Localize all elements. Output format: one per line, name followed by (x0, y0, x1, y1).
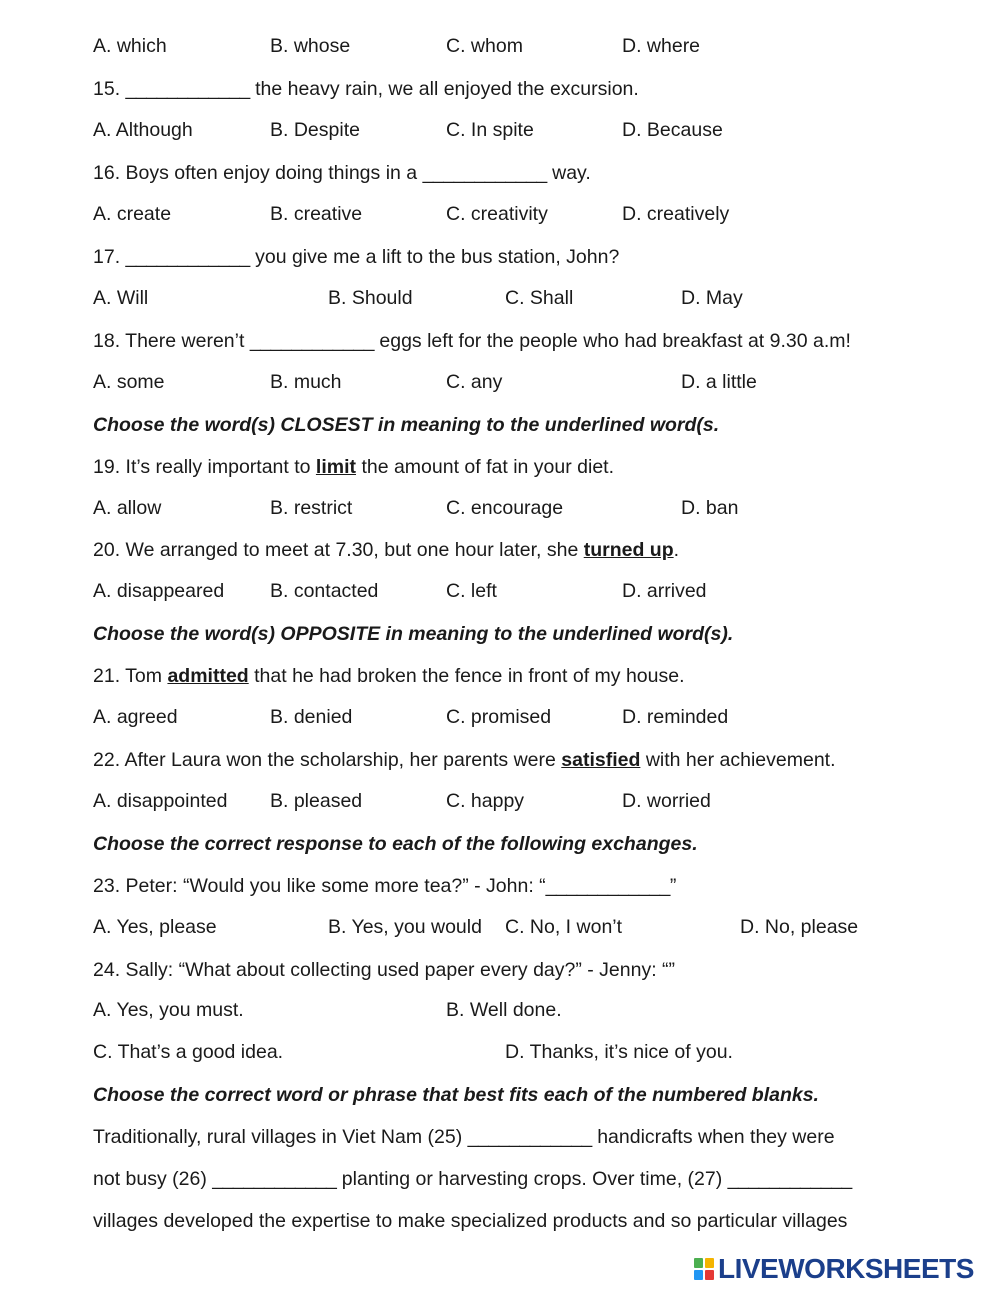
blank-26: ____________ (212, 1168, 337, 1190)
passage-text: planting or harvesting crops. Over time, (27) (341, 1168, 723, 1190)
q21-option-a: A. agreed (93, 706, 178, 728)
q19-text-pre: 19. It’s really important to (93, 456, 311, 478)
q23-option-b: B. Yes, you would (328, 916, 482, 938)
q16-text-post: way. (552, 162, 591, 184)
q18-option-c: C. any (446, 371, 503, 393)
q13-option-b: B. whose (270, 35, 351, 57)
q23-option-c: C. No, I won’t (505, 916, 623, 938)
instruction-blanks: Choose the correct word or phrase that best fits each of the numbered blanks. (93, 1084, 819, 1106)
q15-option-c: C. In spite (446, 119, 534, 141)
q15-number: 15. (93, 78, 121, 100)
q17-option-c: C. Shall (505, 287, 574, 309)
passage-line-1 (93, 1125, 835, 1149)
passage-text: not busy (26) (93, 1168, 207, 1190)
question-21 (93, 664, 685, 688)
blank-25: ____________ (467, 1126, 592, 1148)
q16-option-d: D. creatively (622, 203, 730, 225)
blank-27: ____________ (727, 1168, 852, 1190)
q16-text-pre: 16. Boys often enjoy doing things in a (93, 162, 418, 184)
q22-option-c: C. happy (446, 790, 525, 812)
q21-option-b: B. denied (270, 706, 353, 728)
q18-text-pre: 18. There weren’t (93, 330, 245, 352)
q21-option-d: D. reminded (622, 706, 729, 728)
q15-option-b: B. Despite (270, 119, 360, 141)
q21-text-post: that he had broken the fence in front of my house. (254, 665, 685, 687)
q21-text-pre: 21. Tom (93, 665, 163, 687)
q22-underlined-word: satisfied (561, 749, 641, 771)
question-17 (93, 245, 619, 269)
logo-square-3 (694, 1270, 703, 1280)
q15-option-a: A. Although (93, 119, 193, 141)
q22-text-pre: 22. After Laura won the scholarship, her parents were (93, 749, 556, 771)
q22-text-post: with her achievement. (645, 749, 836, 771)
q15-blank: ____________ (125, 78, 250, 100)
q21-option-c: C. promised (446, 706, 552, 728)
question-18 (93, 329, 851, 353)
q20-option-d: D. arrived (622, 580, 707, 602)
q23-text-post: ” (669, 875, 677, 897)
q19-option-c: C. encourage (446, 497, 564, 519)
passage-text: Traditionally, rural villages in Viet Nam (25) (93, 1126, 463, 1148)
q17-number: 17. (93, 246, 121, 268)
question-16 (93, 161, 591, 185)
q23-option-a: A. Yes, please (93, 916, 217, 938)
q24-option-d: D. Thanks, it’s nice of you. (505, 1041, 733, 1063)
instruction-opposite: Choose the word(s) OPPOSITE in meaning to the underlined word(s). (93, 623, 734, 645)
q20-option-c: C. left (446, 580, 497, 602)
q24-option-c: C. That’s a good idea. (93, 1041, 284, 1063)
q20-text-post: . (673, 539, 680, 561)
q24-option-a: A. Yes, you must. (93, 999, 244, 1021)
q16-option-a: A. create (93, 203, 172, 225)
q20-option-b: B. contacted (270, 580, 379, 602)
q13-option-a: A. which (93, 35, 167, 57)
liveworksheets-logo (693, 1254, 974, 1284)
q19-option-b: B. restrict (270, 497, 353, 519)
q19-underlined-word: limit (315, 456, 357, 478)
passage-line-3: villages developed the expertise to make specialized products and so particular villages (93, 1210, 848, 1232)
logo-text: LIVEWORKSHEETS (718, 1253, 974, 1284)
q22-option-d: D. worried (622, 790, 711, 812)
q23-text-pre: 23. Peter: “Would you like some more tea?” - John: “ (93, 875, 546, 897)
q15-text: the heavy rain, we all enjoyed the excursion. (255, 78, 639, 100)
q18-option-b: B. much (270, 371, 342, 393)
logo-square-4 (705, 1270, 714, 1280)
q13-option-d: D. where (622, 35, 701, 57)
passage-text: handicrafts when they were (597, 1126, 835, 1148)
logo-mark-icon (693, 1257, 715, 1281)
q17-text: you give me a lift to the bus station, John? (255, 246, 620, 268)
q20-underlined-word: turned up (583, 539, 674, 561)
q16-option-c: C. creativity (446, 203, 548, 225)
q19-text-post: the amount of fat in your diet. (361, 456, 615, 478)
q17-option-b: B. Should (328, 287, 413, 309)
q22-option-b: B. pleased (270, 790, 363, 812)
q23-option-d: D. No, please (740, 916, 859, 938)
q19-option-d: D. ban (681, 497, 739, 519)
q15-option-d: D. Because (622, 119, 723, 141)
q20-text-pre: 20. We arranged to meet at 7.30, but one hour later, she (93, 539, 579, 561)
q21-underlined-word: admitted (167, 665, 249, 687)
q17-blank: ____________ (125, 246, 250, 268)
q18-text-post: eggs left for the people who had breakfast at 9.30 a.m! (379, 330, 851, 352)
q19-option-a: A. allow (93, 497, 162, 519)
question-23 (93, 874, 676, 898)
passage-line-2 (93, 1167, 852, 1191)
instruction-response: Choose the correct response to each of the following exchanges. (93, 833, 698, 855)
question-15 (93, 77, 639, 101)
q18-blank: ____________ (249, 330, 374, 352)
q24-option-b: B. Well done. (446, 999, 562, 1021)
question-24: 24. Sally: “What about collecting used paper every day?” - Jenny: “” (93, 959, 676, 981)
question-22 (93, 748, 836, 772)
q17-option-d: D. May (681, 287, 743, 309)
q20-option-a: A. disappeared (93, 580, 225, 602)
logo-square-1 (694, 1258, 703, 1268)
q13-option-c: C. whom (446, 35, 523, 57)
q18-option-a: A. some (93, 371, 165, 393)
q18-option-d: D. a little (681, 371, 757, 393)
q22-option-a: A. disappointed (93, 790, 228, 812)
q23-blank: ____________ (545, 875, 670, 897)
question-20 (93, 538, 679, 562)
instruction-closest: Choose the word(s) CLOSEST in meaning to the underlined word(s. (93, 414, 720, 436)
q16-option-b: B. creative (270, 203, 363, 225)
q16-blank: ____________ (422, 162, 547, 184)
q17-option-a: A. Will (93, 287, 149, 309)
logo-square-2 (705, 1258, 714, 1268)
question-19 (93, 455, 614, 479)
